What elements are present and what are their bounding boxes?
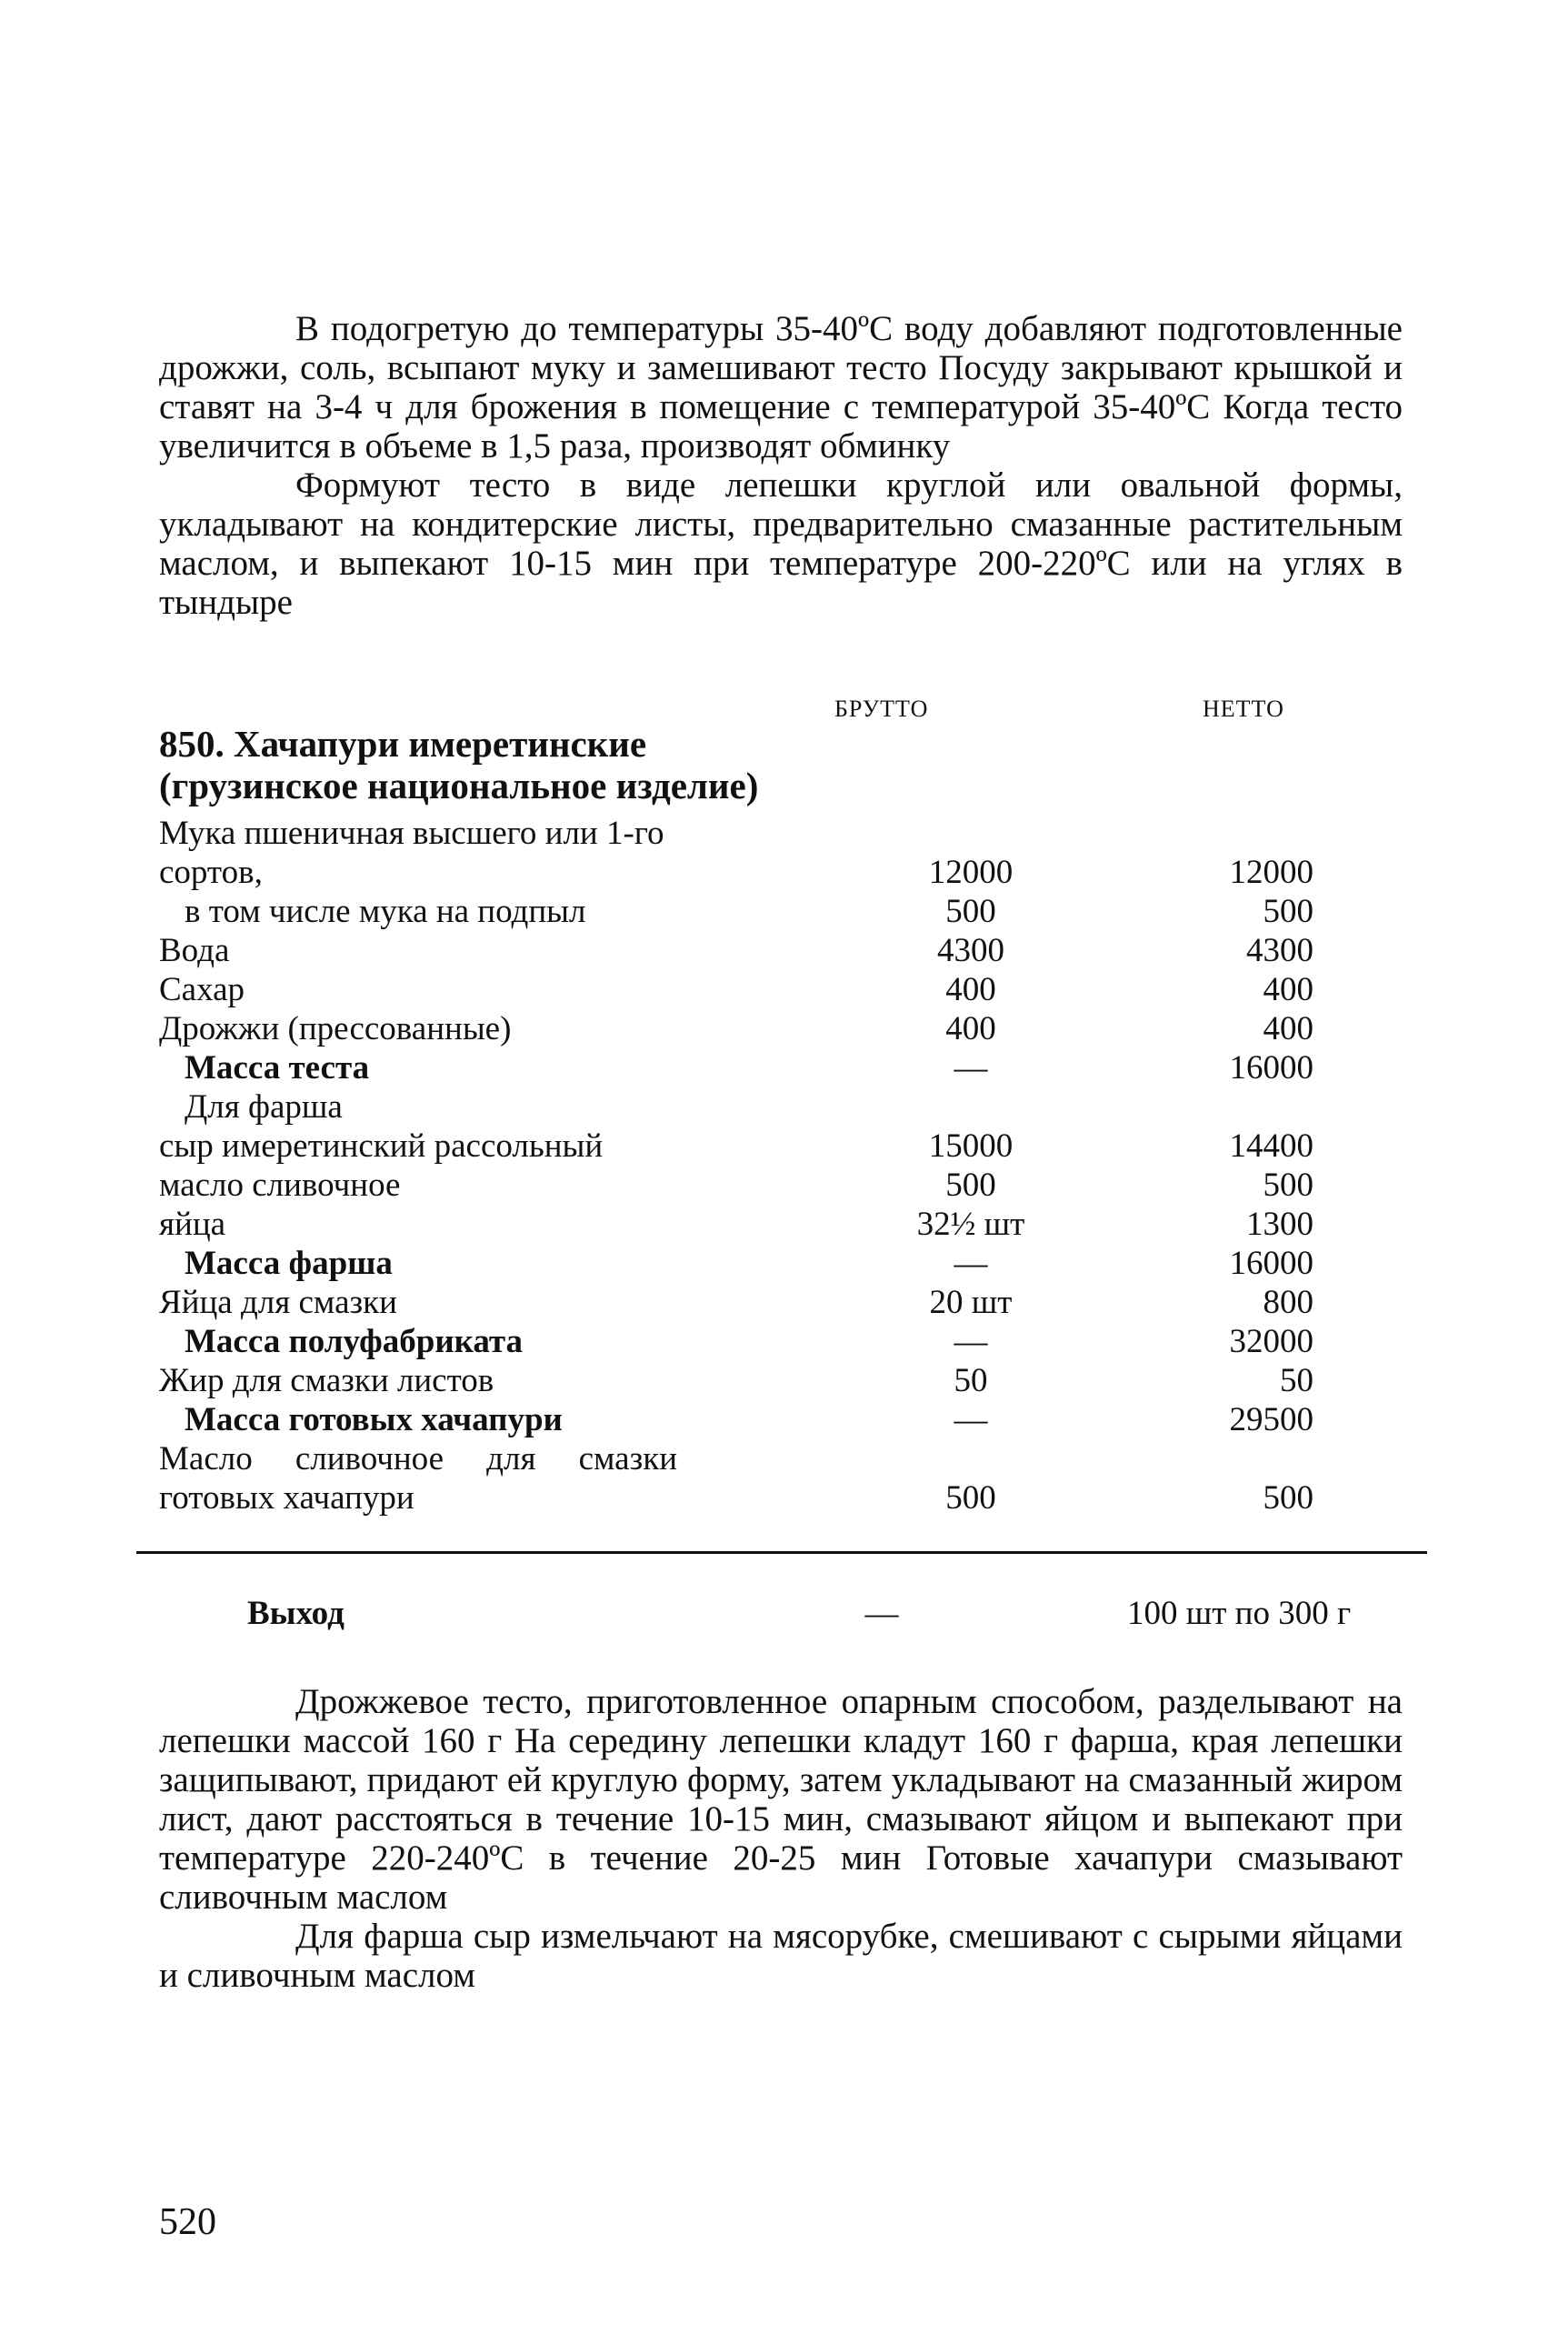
page-number: 520: [159, 2201, 216, 2243]
ingredient-name: Яйца для смазки: [159, 1284, 397, 1321]
brutto-value: 4300: [936, 932, 1004, 969]
ingredient-name: Жир для смазки листов: [159, 1362, 494, 1399]
ingredient-name-word: сливочное: [295, 1440, 444, 1478]
brutto-value: 32½ шт: [916, 1206, 1025, 1243]
netto-value: 800: [1263, 1284, 1313, 1321]
netto-value: 32000: [1229, 1323, 1313, 1360]
yield-label: Выход: [247, 1595, 345, 1632]
netto-value: 14400: [1229, 1127, 1313, 1165]
intro-paragraph-2: Формуют тесто в виде лепешки круглой или овальной формы, укладывают на кондитерские листы, предварительно смазанные растительным маслом, и выпекают 10-15 мин при температуре 200-220ºС или на углях в тындыре: [159, 466, 1403, 622]
ingredient-name: в том числе мука на подпыл: [185, 893, 586, 930]
brutto-value: 500: [945, 893, 996, 930]
intro-text: [159, 309, 1403, 622]
ingredient-name: яйца: [159, 1206, 226, 1243]
table-row: [159, 1283, 1313, 1322]
table-row: [159, 970, 1313, 1009]
column-header-netto: НЕТТО: [1203, 696, 1284, 722]
table-row: [159, 931, 1313, 970]
table-row: [159, 892, 1313, 931]
brutto-value: 500: [945, 1479, 996, 1517]
ingredient-name: сыр имеретинский рассольный: [159, 1127, 604, 1165]
ingredient-name: [159, 1439, 848, 1478]
ingredient-name: Дрожжи (прессованные): [159, 1010, 512, 1047]
netto-value: 500: [1263, 1479, 1313, 1517]
subtotal-label: Масса полуфабриката: [185, 1323, 524, 1360]
brutto-value: —: [954, 1401, 988, 1438]
netto-value: [1094, 814, 1313, 853]
table-row: [159, 853, 1313, 892]
ingredient-name: Сахар: [159, 971, 245, 1008]
brutto-value: 400: [945, 971, 996, 1008]
brutto-value: —: [954, 1245, 988, 1282]
brutto-value: 15000: [928, 1127, 1014, 1165]
table-row-subtotal: [159, 1048, 1313, 1087]
ingredient-name: сортов,: [159, 854, 263, 891]
netto-value: 4300: [1246, 932, 1313, 969]
brutto-value: 12000: [928, 854, 1014, 891]
netto-value: 500: [1263, 893, 1313, 930]
table-row-section: [159, 1087, 1313, 1127]
subtotal-label: Масса теста: [185, 1049, 370, 1087]
table-divider: [136, 1551, 1427, 1554]
brutto-value: —: [954, 1323, 988, 1360]
table-row: [159, 1478, 1313, 1518]
netto-value: [1094, 1087, 1313, 1127]
yield-netto-value: 100 шт по 300 г: [1127, 1595, 1352, 1632]
netto-value: 400: [1263, 971, 1313, 1008]
ingredient-name: масло сливочное: [159, 1167, 401, 1204]
table-row: [159, 814, 1313, 853]
method-text: [159, 1682, 1403, 1995]
table-row-subtotal: [159, 1322, 1313, 1361]
table-row: [159, 1205, 1313, 1244]
table-row: [159, 1127, 1313, 1166]
brutto-value: 50: [954, 1362, 988, 1399]
brutto-value: 500: [945, 1167, 996, 1204]
table-row: [159, 1361, 1313, 1400]
brutto-value: —: [954, 1049, 988, 1087]
netto-value: 1300: [1246, 1206, 1313, 1243]
table-row: [159, 1166, 1313, 1205]
netto-value: 12000: [1229, 854, 1313, 891]
method-paragraph-1: Дрожжевое тесто, приготовленное опарным способом, разделывают на лепешки массой 160 г На середину лепешки кладут 160 г фарша, края лепешки защипывают, придают ей круглую форму, затем укладывают на смазанный жиром лист, дают расстояться в течение 10-15 мин, смазывают яйцом и выпекают при температуре 220-240ºС в течение 20-25 мин Готовые хачапури смазывают сливочным маслом: [159, 1682, 1403, 1917]
ingredient-name-word: Масло: [159, 1440, 253, 1478]
netto-value: 16000: [1229, 1049, 1313, 1087]
ingredients-table: [159, 814, 1313, 1518]
table-row: [159, 1439, 1313, 1478]
column-header-brutto: БРУТТО: [834, 696, 929, 722]
netto-value: [1094, 1439, 1313, 1478]
brutto-value: [848, 1087, 1094, 1127]
brutto-value: 400: [945, 1010, 996, 1047]
method-paragraph-2: Для фарша сыр измельчают на мясорубке, смешивают с сырыми яйцами и сливочным маслом: [159, 1917, 1403, 1995]
brutto-value: 20 шт: [929, 1284, 1013, 1321]
subtotal-label: Масса готовых хачапури: [185, 1401, 563, 1438]
intro-paragraph-1: В подогретую до температуры 35-40ºС воду добавляют подготовленные дрожжи, соль, всыпают муку и замешивают тесто Посуду закрывают крышкой и ставят на 3-4 ч для брожения в помещение с температурой 35-40ºС Когда тесто увеличится в объеме в 1,5 раза, производят обминку: [159, 309, 1403, 466]
brutto-value: [848, 814, 1094, 853]
brutto-value: [848, 1439, 1094, 1478]
subtotal-label: Масса фарша: [185, 1245, 393, 1282]
netto-value: 16000: [1229, 1245, 1313, 1282]
yield-brutto-value: —: [864, 1595, 899, 1632]
ingredient-name: Мука пшеничная высшего или 1-го: [159, 815, 664, 852]
netto-value: 400: [1263, 1010, 1313, 1047]
netto-value: 500: [1263, 1167, 1313, 1204]
justified-ingredient-name: [159, 1439, 677, 1478]
netto-value: 29500: [1229, 1401, 1313, 1438]
section-label: Для фарша: [185, 1088, 343, 1126]
table-row-subtotal: [159, 1244, 1313, 1283]
ingredient-name: Вода: [159, 932, 230, 969]
netto-value: 50: [1280, 1362, 1313, 1399]
table-row: [159, 1009, 1313, 1048]
ingredient-name: готовых хачапури: [159, 1479, 414, 1517]
recipe-title: 850. Хачапури имеретинские (грузинское национальное изделие): [159, 723, 759, 806]
ingredient-name-word: для: [486, 1440, 536, 1478]
ingredient-name-word: смазки: [578, 1440, 677, 1478]
table-row-subtotal: [159, 1400, 1313, 1439]
